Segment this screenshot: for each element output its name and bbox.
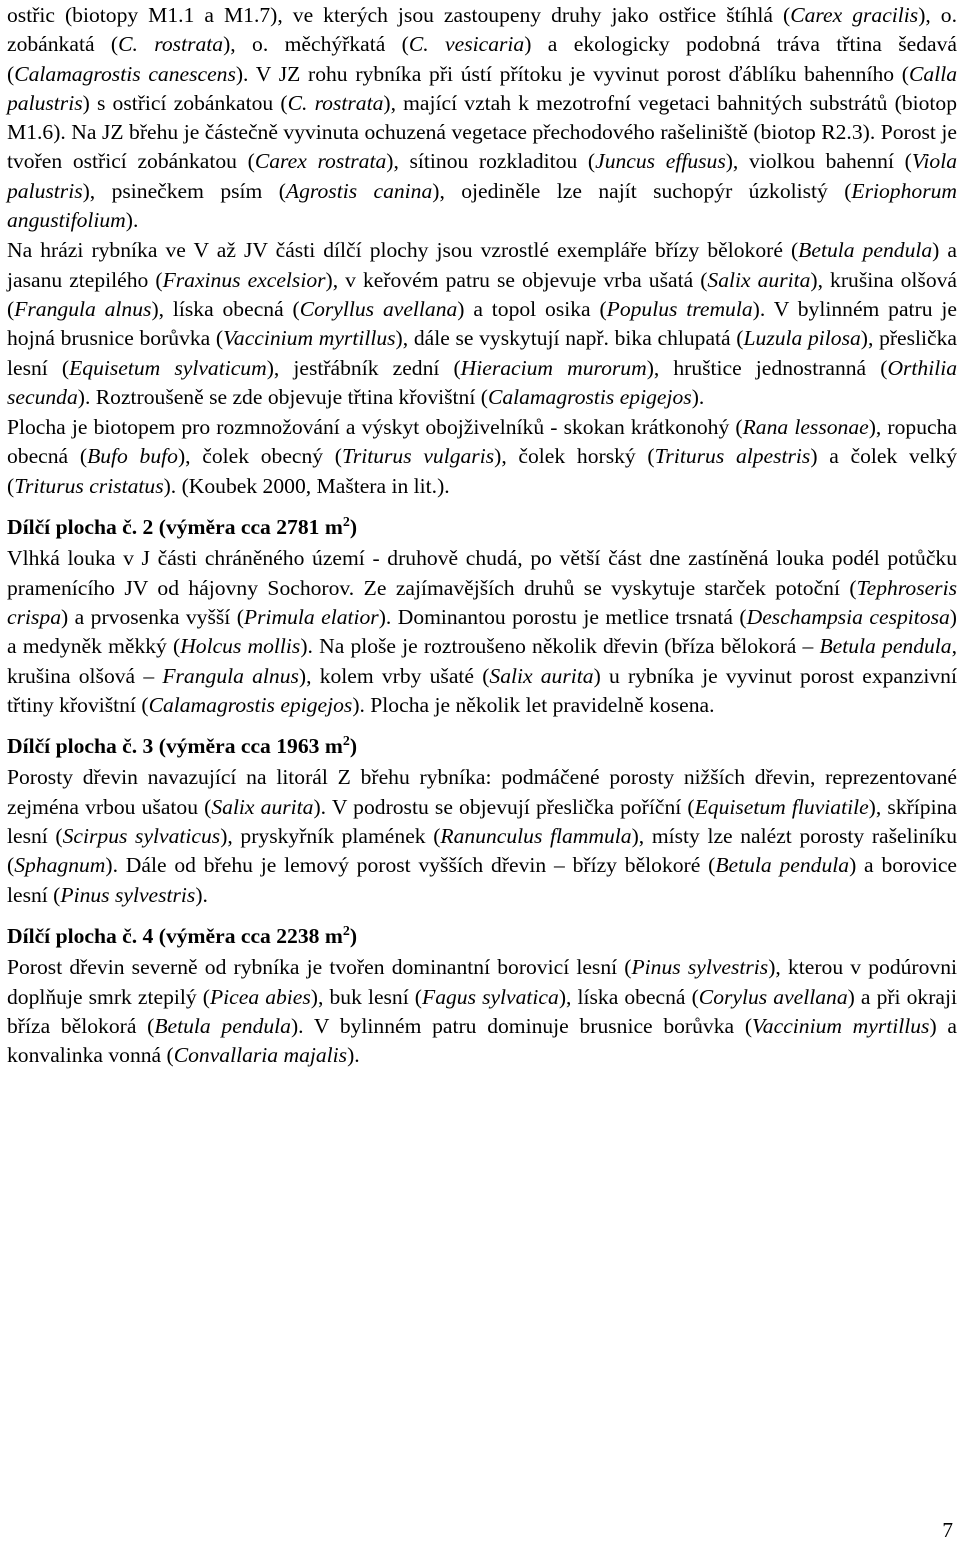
paragraph-dam-vegetation	[7, 236, 957, 412]
species-name: Equisetum sylvaticum	[69, 355, 267, 380]
species-name: Calamagrostis epigejos	[148, 692, 353, 717]
section-heading-plot-3	[7, 732, 957, 761]
species-name: Convallaria majalis	[173, 1043, 348, 1068]
species-name: Viola palustris	[7, 149, 957, 203]
species-name: Agrostis canina	[285, 178, 433, 203]
species-name: Pinus sylvestris	[60, 882, 196, 907]
species-name: Carex rostrata	[254, 149, 387, 174]
text-run: ), violkou bahenní (	[725, 149, 912, 174]
text-run: ) a borovice lesní (	[7, 853, 957, 907]
text-run: ), čolek horský (	[494, 444, 655, 469]
text-run: ) a konvalinka vonná (	[7, 1013, 957, 1068]
text-run: ), hruštice jednostranná (	[646, 355, 888, 380]
species-name: C. vesicaria	[408, 32, 525, 57]
section-heading-superscript: 2	[342, 734, 350, 750]
species-name: Betula pendula	[798, 238, 933, 263]
section-heading-text: Dílčí plocha č. 4 (výměra cca 2238 m	[7, 923, 343, 948]
text-run: ), kterou v podúrovni doplňuje smrk ztepilý (	[7, 955, 957, 1009]
species-name: Triturus vulgaris	[342, 444, 495, 469]
section-heading-plot-4	[7, 922, 957, 951]
text-run: ). Plocha je několik let pravidelně kosena.	[352, 692, 715, 717]
species-name: Frangula alnus	[162, 663, 299, 688]
text-run: ). V bylinném patru dominuje brusnice borůvka (	[290, 1013, 753, 1038]
species-name: Salix aurita	[707, 267, 811, 292]
text-run: ). Roztroušeně se zde objevuje třtina křovištní (	[77, 384, 488, 409]
species-name: Calamagrostis epigejos	[487, 384, 692, 409]
text-run: ), místy lze nalézt porosty rašeliníku (	[7, 824, 958, 878]
text-run: ). V podrostu se objevují přeslička poříční (	[313, 794, 695, 819]
species-name: Eriophorum angustifolium	[7, 178, 957, 233]
text-run: ), krušina olšová (	[7, 267, 958, 321]
text-run: ), čolek obecný (	[177, 444, 342, 469]
text-run: ) u rybníka je vyvinut porost expanzivní třtiny křovištní (	[7, 663, 957, 717]
section-heading-text: Dílčí plocha č. 2 (výměra cca 2781 m	[7, 515, 343, 540]
text-run: ) a ekologicky podobná tráva třtina šedavá (	[7, 32, 958, 86]
species-name: Juncus effusus	[595, 149, 726, 174]
section-heading-superscript: 2	[342, 515, 350, 531]
species-name: Salix aurita	[211, 794, 314, 819]
species-name: Orthilia secunda	[7, 355, 958, 409]
text-run: ), skřípina lesní (	[7, 794, 957, 849]
species-name: Primula elatior	[243, 604, 379, 629]
section-body-plot-4	[7, 953, 957, 1070]
species-name: Vaccinium myrtillus	[223, 326, 396, 351]
species-name: Populus tremula	[606, 296, 753, 321]
species-name: Equisetum fluviatile	[694, 794, 869, 819]
text-run: ), ojediněle lze najít suchopýr úzkolistý (	[432, 178, 852, 203]
text-run: ), psinečkem psím (	[82, 178, 286, 203]
species-name: C. rostrata	[287, 90, 384, 115]
species-name: Tephroseris crispa	[7, 575, 957, 629]
species-name: Bufo bufo	[87, 444, 178, 469]
text-run: ), pryskyřník plamének (	[220, 824, 441, 849]
section-heading-tail: )	[349, 734, 358, 759]
text-run: ). Dále od břehu je lemový porost vyšších dřevin – břízy bělokoré (	[105, 853, 716, 878]
species-name: Coryllus avellana	[299, 296, 458, 321]
text-run: ). Dominantou porostu je metlice trsnatá (	[378, 604, 747, 629]
text-run: ), kolem vrby ušaté (	[298, 663, 490, 688]
species-name: Deschampsia cespitosa	[746, 604, 950, 629]
species-name: Betula pendula	[154, 1013, 291, 1038]
species-name: Ranunculus flammula	[440, 824, 632, 849]
text-run: Na hrázi rybníka ve V až JV části dílčí plochy jsou vzrostlé exempláře břízy bělokoré (	[7, 238, 799, 263]
text-run: ostřic (biotopy M1.1 a M1.7), ve kterých jsou zastoupeny druhy jako ostřice štíhlá (	[7, 3, 791, 27]
species-name: Hieracium murorum	[460, 355, 647, 380]
species-name: Triturus alpestris	[654, 444, 811, 469]
paragraph-wetland-vegetation	[7, 1, 957, 235]
species-name: Rana lessonae	[742, 415, 869, 440]
text-run: ), o. měchýřkatá (	[223, 32, 409, 57]
text-run: Plocha je biotopem pro rozmnožování a výskyt obojživelníků - skokan krátkonohý (	[7, 415, 743, 440]
species-name: Luzula pilosa	[743, 326, 861, 351]
section-body-plot-2	[7, 544, 957, 720]
paragraph-amphibians	[7, 413, 957, 501]
species-name: Salix aurita	[489, 663, 594, 688]
text-run: Porost dřevin severně od rybníka je tvořen dominantní borovicí lesní (	[7, 955, 632, 980]
text-run: ) a jasanu ztepilého (	[7, 238, 958, 292]
section-heading-tail: )	[349, 515, 358, 540]
species-name: Betula pendula	[715, 853, 850, 878]
species-name: Vaccinium myrtillus	[752, 1013, 930, 1038]
section-heading-superscript: 2	[342, 923, 350, 939]
text-run: ) a topol osika (	[457, 296, 607, 321]
text-run: Porosty dřevin navazující na litorál Z břehu rybníka: podmáčené porosty nižších dřevin, reprezentované zejména vrbou ušatou (	[7, 765, 957, 819]
page-number: 7	[942, 1518, 953, 1542]
text-run: ), v keřovém patru se objevuje vrba ušatá (	[325, 267, 708, 292]
text-run: ) a při okraji bříza bělokorá (	[7, 984, 958, 1038]
text-run: , krušina olšová –	[7, 634, 957, 688]
text-run: ) a medyněk měkký (	[7, 604, 957, 659]
text-run: ).	[125, 208, 139, 233]
text-run: ).	[195, 882, 208, 907]
species-name: Fagus sylvatica	[422, 984, 559, 1009]
species-name: Holcus mollis	[180, 634, 301, 659]
text-run: ), přeslička lesní (	[7, 326, 958, 380]
text-run: ), dále se vyskytují např. bika chlupatá (	[395, 326, 744, 351]
document-page	[7, 1, 957, 1074]
text-run: ), jestřábník zední (	[266, 355, 461, 380]
species-name: Scirpus sylvaticus	[62, 824, 221, 849]
species-name: Picea abies	[209, 984, 311, 1009]
text-run: ), ropucha obecná (	[7, 415, 957, 469]
section-body-plot-3	[7, 763, 957, 909]
species-name: Calamagrostis canescens	[14, 61, 236, 86]
section-heading-text: Dílčí plocha č. 3 (výměra cca 1963 m	[7, 734, 343, 759]
text-run: ). Na ploše je roztroušeno několik dřevin (bříza bělokorá –	[300, 634, 820, 659]
text-run: ), mající vztah k mezotrofní vegetaci bahnitých substrátů (biotop M1.6). Na JZ břehu je částečně vyvinuta ochuzená vegetace přechodového rašeliniště (biotop R2.3). Porost je tvořen ostřicí zobánkatou (	[7, 90, 958, 174]
text-run: ) a čolek velký (	[7, 444, 958, 498]
species-name: Betula pendula	[819, 634, 952, 659]
species-name: Calla palustris	[7, 61, 957, 115]
text-run: ), líska obecná (	[558, 984, 699, 1009]
species-name: Fraxinus excelsior	[162, 267, 326, 292]
species-name: Carex gracilis	[790, 3, 919, 27]
species-name: Pinus sylvestris	[631, 955, 769, 980]
section-heading-tail: )	[349, 923, 358, 948]
text-run: Vlhká louka v J části chráněného území - druhově chudá, po větší část dne zastíněná louka podél potůčku pramenícího JV od hájovny Sochorov. Ze zajímavějších druhů se vyskytuje starček potoční (	[7, 546, 957, 600]
text-run: ), líska obecná (	[151, 296, 300, 321]
species-name: Corylus avellana	[698, 984, 848, 1009]
text-run: ), sítinou rozkladitou (	[386, 149, 596, 174]
text-run: ), buk lesní (	[310, 984, 422, 1009]
species-name: C. rostrata	[118, 32, 224, 57]
text-run: ).	[691, 384, 705, 409]
text-run: ) s ostřicí zobánkatou (	[82, 90, 288, 115]
species-name: Triturus cristatus	[14, 473, 164, 498]
text-run: ), o. zobánkatá (	[7, 3, 957, 57]
text-run: ) a prvosenka vyšší (	[60, 604, 244, 629]
species-name: Frangula alnus	[14, 296, 152, 321]
section-heading-plot-2	[7, 513, 957, 542]
text-run: ). V bylinném patru je hojná brusnice borůvka (	[7, 296, 957, 351]
text-run: ). V JZ rohu rybníka při ústí přítoku je vyvinut porost ďáblíku bahenního (	[235, 61, 909, 86]
species-name: Sphagnum	[14, 853, 106, 878]
text-run: ).	[347, 1043, 360, 1068]
text-run: ). (Koubek 2000, Maštera in lit.).	[163, 473, 450, 498]
